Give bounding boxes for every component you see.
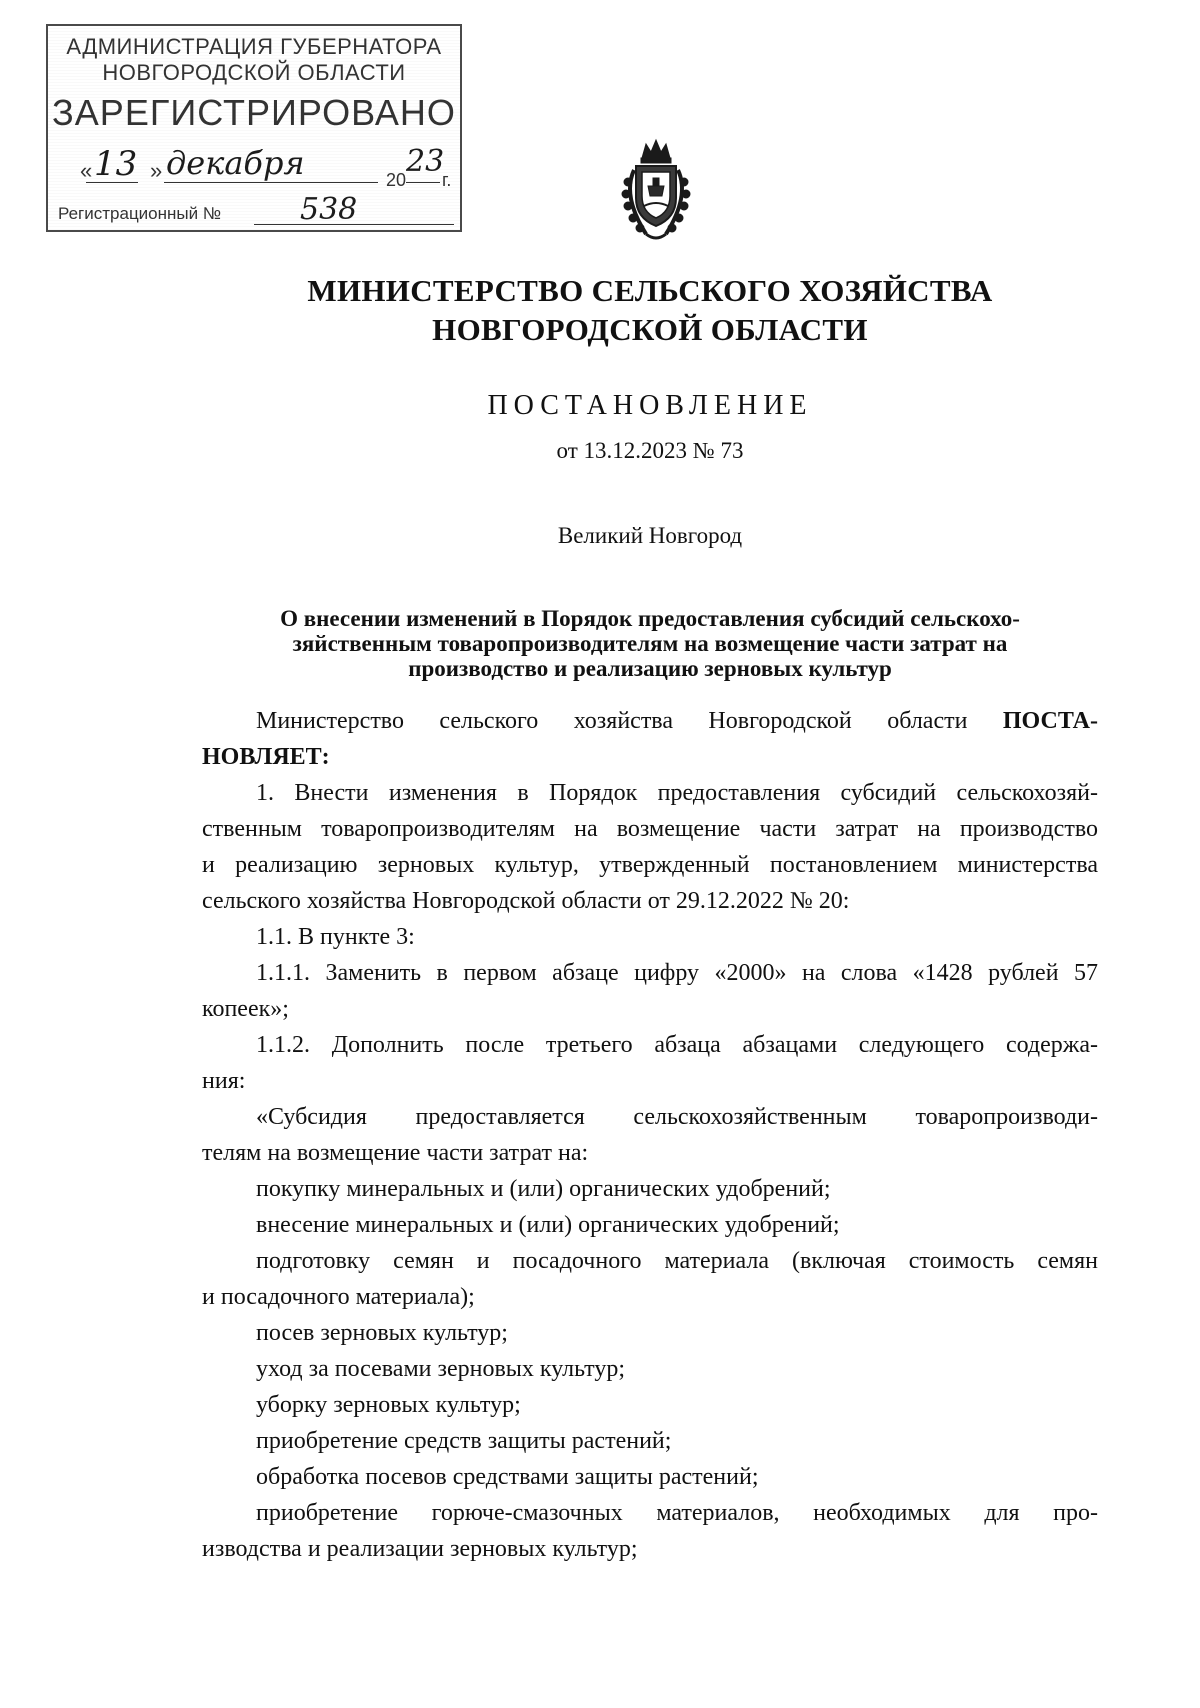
stamp-org-line1: АДМИНИСТРАЦИЯ ГУБЕРНАТОРА xyxy=(66,34,442,59)
list-item-3-line1: подготовку семян и посадочного материала (включая стоимость семян xyxy=(256,1248,1098,1274)
p112-line2: ния: xyxy=(202,1068,246,1094)
registration-stamp xyxy=(46,24,462,232)
ministry-title-line2: НОВГОРОДСКОЙ ОБЛАСТИ xyxy=(432,312,868,347)
ministry-title-line1: МИНИСТЕРСТВО СЕЛЬСКОГО ХОЗЯЙСТВА xyxy=(307,273,993,308)
list-item-2: внесение минеральных и (или) органических удобрений; xyxy=(256,1212,840,1238)
document-title xyxy=(200,606,1100,681)
p111-line1: 1.1.1. Заменить в первом абзаце цифру «2000» на слова «1428 рублей 57 xyxy=(256,960,1098,986)
intro-line1 xyxy=(202,706,1098,736)
stamp-reg-number-label: Регистрационный № xyxy=(58,204,222,223)
intro-decree-word-end: НОВЛЯЕТ: xyxy=(202,744,330,770)
stamp-org-line2: НОВГОРОДСКОЙ ОБЛАСТИ xyxy=(102,60,406,85)
quote-line1: «Субсидия предоставляется сельскохозяйственным товаропроизводи- xyxy=(256,1104,1098,1130)
stamp-quote-close: » xyxy=(150,158,163,183)
title-line3: производство и реализацию зерновых культур xyxy=(408,656,892,681)
stamp-quote-open: « xyxy=(80,158,93,183)
intro-text: Министерство сельского хозяйства Новгородской области xyxy=(256,708,1003,734)
stamp-reg-number xyxy=(58,192,458,228)
stamp-month: декабря xyxy=(166,144,305,182)
p1-line4: сельского хозяйства Новгородской области от 29.12.2022 № 20: xyxy=(202,888,850,914)
list-item-4: посев зерновых культур; xyxy=(256,1320,508,1346)
p112-line1: 1.1.2. Дополнить после третьего абзаца абзацами следующего содержа- xyxy=(256,1032,1098,1058)
list-item-5: уход за посевами зерновых культур; xyxy=(256,1356,626,1382)
list-item-6: уборку зерновых культур; xyxy=(256,1392,521,1418)
stamp-year-line xyxy=(406,182,440,183)
document-type: ПОСТАНОВЛЕНИЕ xyxy=(487,390,813,421)
stamp-reg-number-value: 538 xyxy=(300,192,358,227)
coat-of-arms-icon xyxy=(616,136,696,246)
list-item-7: приобретение средств защиты растений; xyxy=(256,1428,672,1454)
intro-decree-word-start: ПОСТА- xyxy=(1002,708,1098,734)
list-item-1: покупку минеральных и (или) органических удобрений; xyxy=(256,1176,831,1202)
stamp-month-line xyxy=(164,182,378,183)
p1-line2: ственным товаропроизводителям на возмещение части затрат на производство xyxy=(202,816,1098,842)
title-line2: зяйственным товаропроизводителям на возмещение части затрат на xyxy=(292,631,1008,656)
list-item-9-line2: изводства и реализации зерновых культур; xyxy=(202,1536,638,1562)
p111-line2: копеек»; xyxy=(202,996,289,1022)
title-line1: О внесении изменений в Порядок предоставления субсидий сельскохо- xyxy=(280,606,1020,631)
stamp-date xyxy=(80,144,450,192)
stamp-day-line xyxy=(86,182,138,183)
stamp-day: 13 xyxy=(94,144,138,184)
list-item-9-line1: приобретение горюче-смазочных материалов, необходимых для про- xyxy=(256,1500,1098,1526)
document-date-number: от 13.12.2023 № 73 xyxy=(556,438,744,463)
p1-line1: 1. Внести изменения в Порядок предоставления субсидий сельскохозяй- xyxy=(256,780,1098,806)
document-city: Великий Новгород xyxy=(557,523,743,548)
list-item-3-line2: и посадочного материала); xyxy=(202,1284,475,1310)
stamp-year-unit: г. xyxy=(442,170,452,190)
stamp-registered: ЗАРЕГИСТРИРОВАНО xyxy=(52,92,456,133)
list-item-8: обработка посевов средствами защиты растений; xyxy=(256,1464,759,1490)
stamp-year-prefix: 20 xyxy=(386,170,407,190)
quote-line2: телям на возмещение части затрат на: xyxy=(202,1140,589,1166)
p11-line: 1.1. В пункте 3: xyxy=(256,924,415,950)
p1-line3: и реализацию зерновых культур, утвержденный постановлением министерства xyxy=(202,852,1098,878)
stamp-year-suffix: 23 xyxy=(406,144,445,179)
